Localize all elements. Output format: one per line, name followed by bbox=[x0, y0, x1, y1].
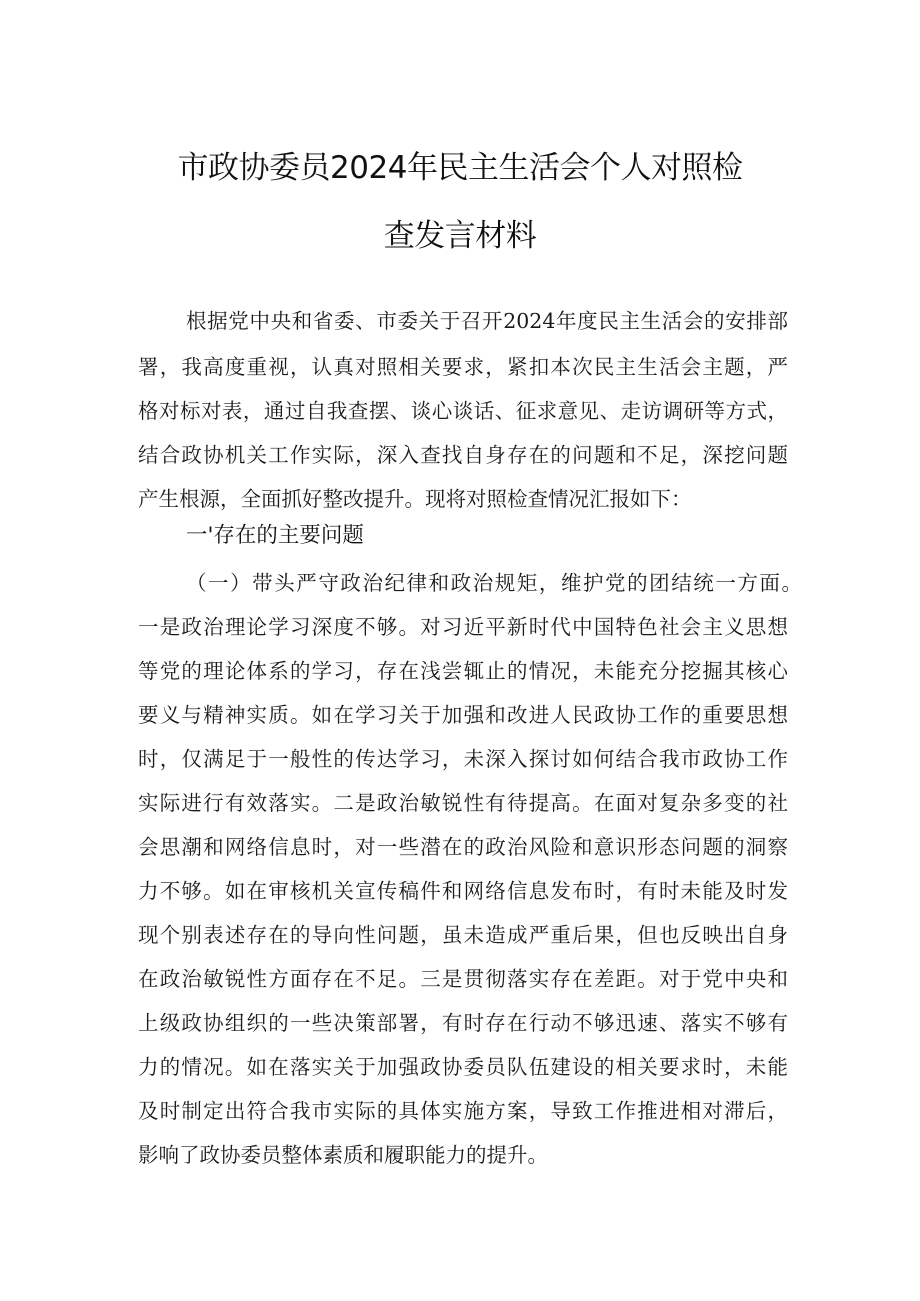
section-line: 影响了政协委员整体素质和履职能力的提升。 bbox=[138, 1143, 548, 1167]
intro-line: 产生根源，全面抓好整改提升。现将对照检查情况汇报如下： bbox=[138, 487, 692, 511]
intro-line: 根据党中央和省委、市委关于召开2024年度民主生活会的安排部 bbox=[186, 309, 788, 333]
section-line: 及时制定出符合我市实际的具体实施方案，导致工作推进相对滞后， bbox=[138, 1099, 788, 1123]
section-line: 力不够。如在审核机关宣传稿件和网络信息发布时，有时未能及时发 bbox=[138, 879, 788, 903]
section-line: 在政治敏锐性方面存在不足。三是贯彻落实存在差距。对于党中央和 bbox=[138, 967, 788, 991]
section-line: 一是政治理论学习深度不够。对习近平新时代中国特色社会主义思想 bbox=[138, 615, 788, 639]
section-line: 时，仅满足于一般性的传达学习，未深入探讨如何结合我市政协工作 bbox=[138, 747, 788, 771]
section-line: 实际进行有效落实。二是政治敏锐性有待提高。在面对复杂多变的社 bbox=[138, 791, 788, 815]
section-line: 现个别表述存在的导向性问题，虽未造成严重后果，但也反映出自身 bbox=[138, 923, 788, 947]
section-line: 会思潮和网络信息时，对一些潜在的政治风险和意识形态问题的洞察 bbox=[138, 835, 788, 859]
intro-line: 结合政协机关工作实际，深入查找自身存在的问题和不足，深挖问题 bbox=[138, 443, 788, 467]
intro-line: 格对标对表，通过自我查摆、谈心谈话、征求意见、走访调研等方式， bbox=[138, 399, 788, 423]
document-title-line-2: 查发言材料 bbox=[383, 218, 537, 254]
section-line: 力的情况。如在落实关于加强政协委员队伍建设的相关要求时，未能 bbox=[138, 1055, 788, 1079]
section-line: 要义与精神实质。如在学习关于加强和改进人民政协工作的重要思想 bbox=[138, 703, 788, 727]
section-heading: 一'存在的主要问题 bbox=[186, 523, 364, 548]
document-title-line-1: 市政协委员2024年民主生活会个人对照检 bbox=[177, 150, 743, 186]
section-line: 上级政协组织的一些决策部署，有时存在行动不够迅速、落实不够有 bbox=[138, 1011, 788, 1035]
section-line: 等党的理论体系的学习，存在浅尝辄止的情况，未能充分挖掘其核心 bbox=[138, 659, 788, 683]
intro-line: 署，我高度重视，认真对照相关要求，紧扣本次民主生活会主题，严 bbox=[138, 355, 788, 379]
section-line: （一）带头严守政治纪律和政治规矩，维护党的团结统一方面。 bbox=[186, 571, 802, 595]
